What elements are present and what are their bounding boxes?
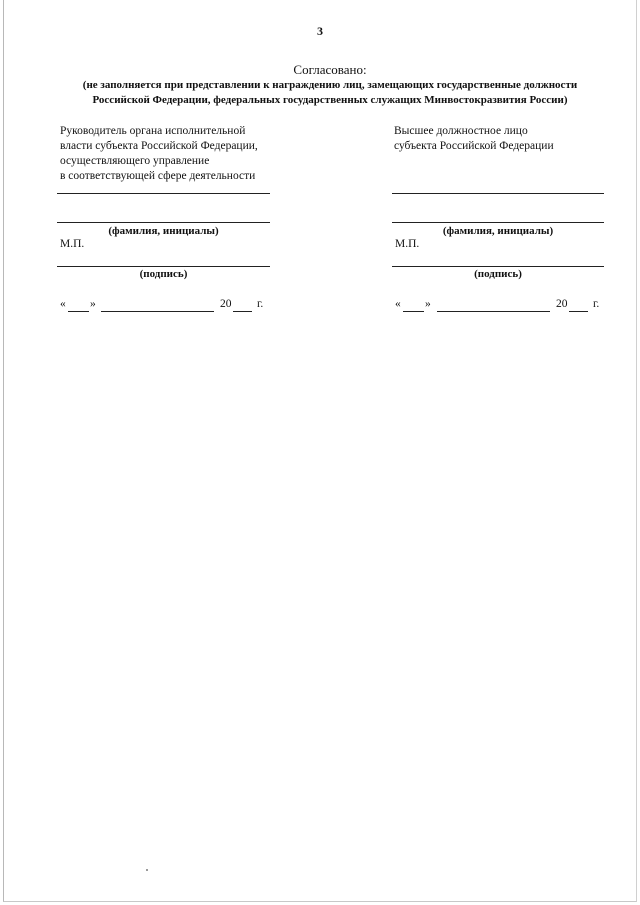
left-name-line[interactable] bbox=[57, 222, 270, 223]
left-date-year-suffix: г. bbox=[257, 298, 264, 310]
right-signature-caption: (подпись) bbox=[474, 268, 522, 280]
left-title-line: осуществляющего управление bbox=[60, 155, 210, 167]
approval-note bbox=[40, 78, 620, 108]
right-date-year-prefix: 20 bbox=[556, 298, 568, 310]
right-date-day-field[interactable] bbox=[403, 311, 424, 312]
right-title-line: субъекта Российской Федерации bbox=[394, 140, 554, 152]
note-line: (не заполняется при представлении к награждению лиц, замещающих государственные должности bbox=[82, 79, 578, 91]
right-signature-line[interactable] bbox=[392, 266, 604, 267]
left-title bbox=[60, 124, 300, 184]
approval-heading: Согласовано: bbox=[293, 62, 367, 77]
right-date-month-field[interactable] bbox=[437, 311, 550, 312]
left-title-line: в соответствующей сфере деятельности bbox=[60, 170, 256, 182]
right-date-open-quote: « bbox=[395, 298, 401, 310]
left-date-open-quote: « bbox=[60, 298, 66, 310]
left-stamp-label: М.П. bbox=[60, 238, 85, 250]
left-signature-line[interactable] bbox=[57, 266, 270, 267]
right-stamp-label: М.П. bbox=[395, 238, 420, 250]
right-name-line[interactable] bbox=[392, 222, 604, 223]
right-date-row bbox=[0, 298, 640, 314]
right-name-caption: (фамилия, инициалы) bbox=[442, 225, 554, 237]
right-title-line: Высшее должностное лицо bbox=[394, 125, 528, 137]
left-title-line: Руководитель органа исполнительной bbox=[60, 125, 246, 137]
left-title-line: власти субъекта Российской Федерации, bbox=[60, 140, 258, 152]
right-date-close-quote: » bbox=[425, 298, 431, 310]
scan-speck bbox=[146, 869, 148, 871]
left-signature-caption: (подпись) bbox=[139, 268, 188, 280]
right-date-year-suffix: г. bbox=[593, 298, 600, 310]
page-number: 3 bbox=[317, 24, 323, 38]
left-date-year-prefix: 20 bbox=[220, 298, 232, 310]
note-line: Российской Федерации, федеральных государственных служащих Минвостокразвития России) bbox=[92, 94, 568, 106]
right-position-line[interactable] bbox=[392, 193, 604, 194]
left-date-close-quote: » bbox=[90, 298, 96, 310]
left-name-caption: (фамилия, инициалы) bbox=[108, 225, 219, 237]
left-position-line[interactable] bbox=[57, 193, 270, 194]
right-date-year-field[interactable] bbox=[569, 311, 588, 312]
right-title bbox=[394, 124, 614, 154]
